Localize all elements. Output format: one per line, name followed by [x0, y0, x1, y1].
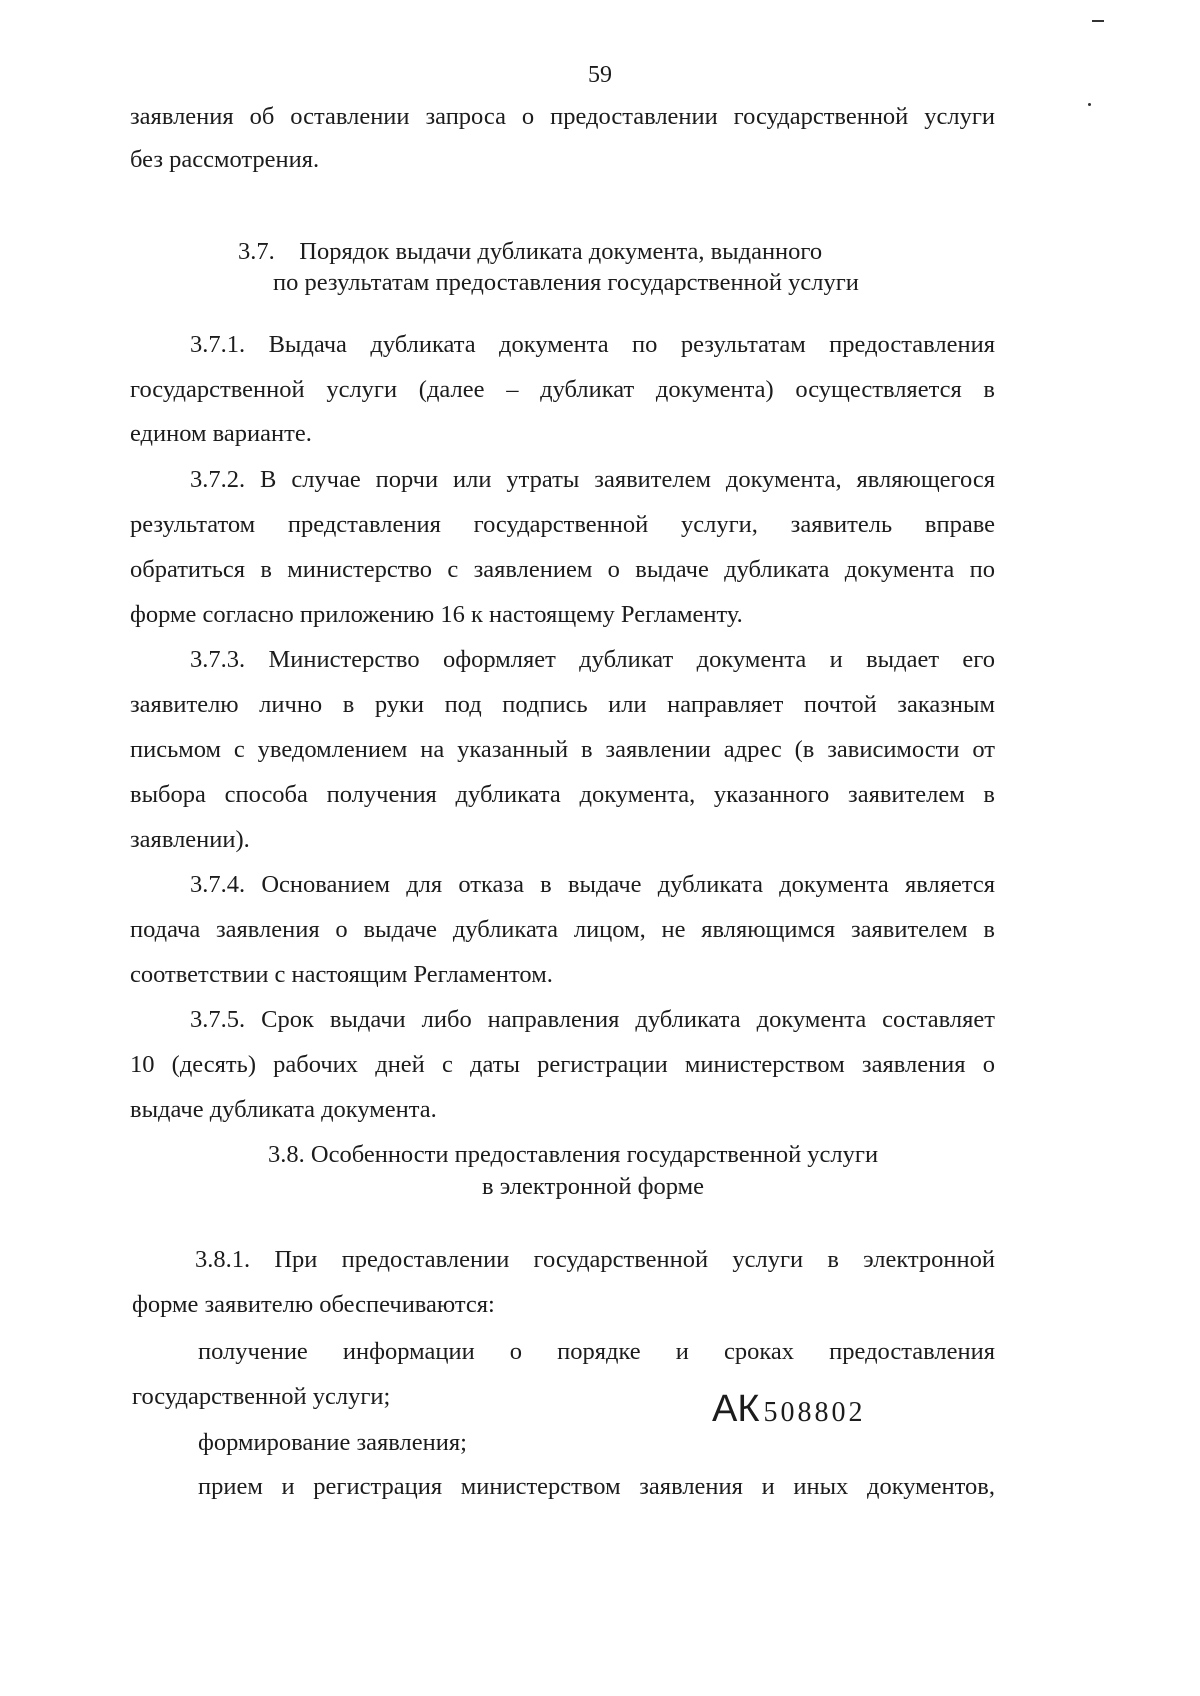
section-heading: 3.8. Особенности предоставления государственной услуги — [268, 1141, 879, 1168]
body-line: государственной услуги (далее – дубликат документа) осуществляется в — [130, 376, 995, 403]
scan-mark — [1092, 20, 1104, 22]
body-line: форме заявителю обеспечиваются: — [132, 1291, 495, 1318]
section-heading: 3.7. Порядок выдачи дубликата документа, выданного — [238, 238, 823, 265]
paragraph-first-line: 3.7.1. Выдача дубликата документа по результатам предоставления — [190, 331, 995, 358]
body-line: без рассмотрения. — [130, 146, 320, 173]
scan-mark — [1088, 103, 1091, 106]
body-line: 10 (десять) рабочих дней с даты регистрации министерством заявления о — [130, 1051, 995, 1078]
body-line: заявителю лично в руки под подпись или направляет почтой заказным — [130, 691, 995, 718]
serial-series: АК — [712, 1388, 760, 1430]
paragraph-first-line: 3.7.5. Срок выдачи либо направления дубликата документа составляет — [190, 1006, 995, 1033]
body-line: государственной услуги; — [132, 1383, 391, 1410]
paragraph-first-line: прием и регистрация министерством заявления и иных документов, — [198, 1473, 995, 1500]
body-line: выдаче дубликата документа. — [130, 1096, 437, 1123]
paragraph-first-line: 3.7.2. В случае порчи или утраты заявителем документа, являющегося — [190, 466, 995, 493]
body-line: формирование заявления; — [198, 1429, 467, 1456]
paragraph-first-line: 3.7.4. Основанием для отказа в выдаче дубликата документа является — [190, 871, 995, 898]
body-line: выбора способа получения дубликата документа, указанного заявителем в — [130, 781, 995, 808]
body-line: подача заявления о выдаче дубликата лицом, не являющимся заявителем в — [130, 916, 995, 943]
section-heading: в электронной форме — [482, 1173, 705, 1200]
serial-digits: 508802 — [763, 1397, 866, 1428]
body-line: обратиться в министерство с заявлением о выдаче дубликата документа по — [130, 556, 995, 583]
page-number: 59 — [588, 62, 612, 88]
body-line: результатом представления государственной услуги, заявитель вправе — [130, 511, 995, 538]
body-line: заявления об оставлении запроса о предоставлении государственной услуги — [130, 103, 995, 130]
body-line: соответствии с настоящим Регламентом. — [130, 961, 553, 988]
body-line: письмом с уведомлением на указанный в заявлении адрес (в зависимости от — [130, 736, 995, 763]
body-line: форме согласно приложению 16 к настоящему Регламенту. — [130, 601, 743, 628]
section-heading: по результатам предоставления государственной услуги — [273, 269, 859, 296]
paragraph-first-line: получение информации о порядке и сроках предоставления — [198, 1338, 995, 1365]
body-line: заявлении). — [130, 826, 250, 853]
body-line: едином варианте. — [130, 420, 312, 447]
paragraph-first-line: 3.7.3. Министерство оформляет дубликат документа и выдает его — [190, 646, 995, 673]
form-serial-number — [712, 1388, 865, 1431]
paragraph-first-line: 3.8.1. При предоставлении государственной услуги в электронной — [195, 1246, 995, 1273]
